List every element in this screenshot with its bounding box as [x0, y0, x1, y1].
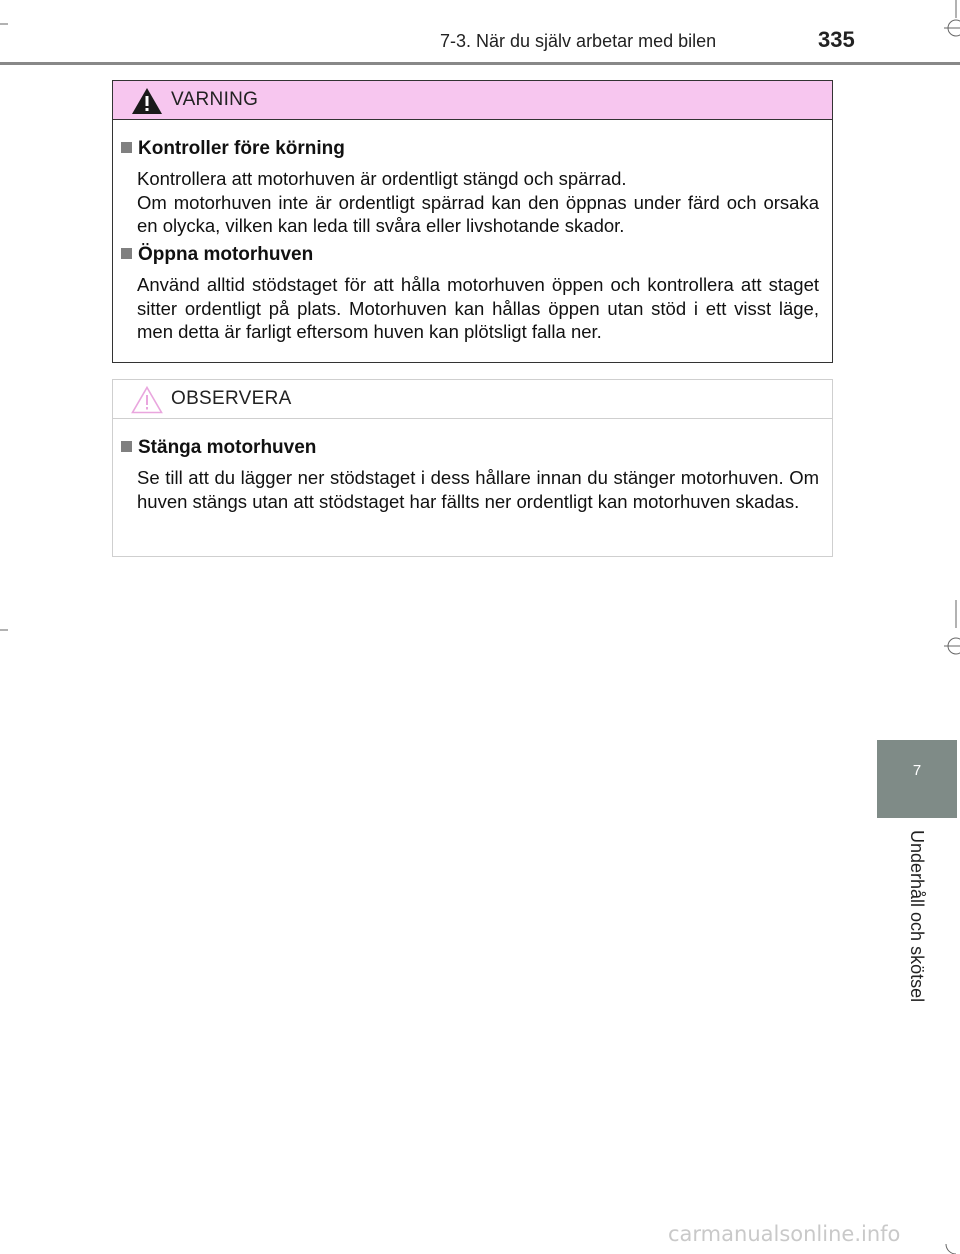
crop-mark-top-left: [0, 22, 10, 26]
warning-section-1-heading: Kontroller före körning: [121, 138, 345, 160]
crop-mark-mid-left: [0, 628, 10, 632]
notice-box: [112, 379, 833, 557]
chapter-label-text: Underhåll och skötsel: [907, 830, 927, 1003]
paragraph: Om motorhuven inte är ordentligt spärrad kan den öppnas under färd och orsaka en olycka, vilken kan leda till svåra eller livshotande skador.: [137, 191, 819, 236]
crop-mark-top-right: [936, 0, 960, 48]
chapter-label: [906, 830, 930, 1020]
notice-section-1-heading: Stänga motorhuven: [121, 437, 316, 459]
notice-box-header: [113, 380, 832, 419]
warning-section-1-body: [137, 167, 819, 238]
crop-mark-mid-right: [936, 600, 960, 670]
warning-section-2-heading: Öppna motorhuven: [121, 244, 313, 266]
square-bullet-icon: [121, 248, 132, 259]
paragraph: Använd alltid stödstaget för att hålla motorhuven öppen och kontrollera att staget sitter ordentligt på plats. Motorhuven kan hållas öppen utan stöd i ett visst läge, men detta är farligt eftersom huven kan plötsligt falla ner.: [137, 274, 819, 342]
page-number: 335: [818, 27, 855, 52]
section-title: 7-3. När du själv arbetar med bilen: [440, 31, 717, 51]
chapter-tab: [877, 740, 957, 818]
notice-box-title: OBSERVERA: [171, 388, 292, 409]
page-header: [0, 0, 960, 64]
paragraph: Se till att du lägger ner stödstaget i dess hållare innan du stänger motorhuven. Om huven stängs utan att stödstaget har fällts ner ordentligt kan motorhuven skadas.: [137, 467, 819, 512]
warning-box: [112, 80, 833, 363]
chapter-number: 7: [912, 762, 922, 779]
square-bullet-icon: [121, 142, 132, 153]
crop-mark-bottom-right: [936, 1224, 960, 1254]
square-bullet-icon: [121, 441, 132, 452]
footer-watermark: carmanualsonline.info: [668, 1222, 901, 1246]
paragraph: Kontrollera att motorhuven är ordentligt stängd och spärrad.: [137, 168, 627, 189]
header-rule: [0, 62, 960, 65]
notice-section-1-body: [137, 466, 819, 513]
warning-triangle-icon: [130, 86, 164, 116]
warning-box-title: VARNING: [171, 89, 259, 110]
caution-triangle-icon: [130, 385, 164, 415]
warning-section-2-body: [137, 273, 819, 344]
warning-box-header: [113, 81, 832, 120]
